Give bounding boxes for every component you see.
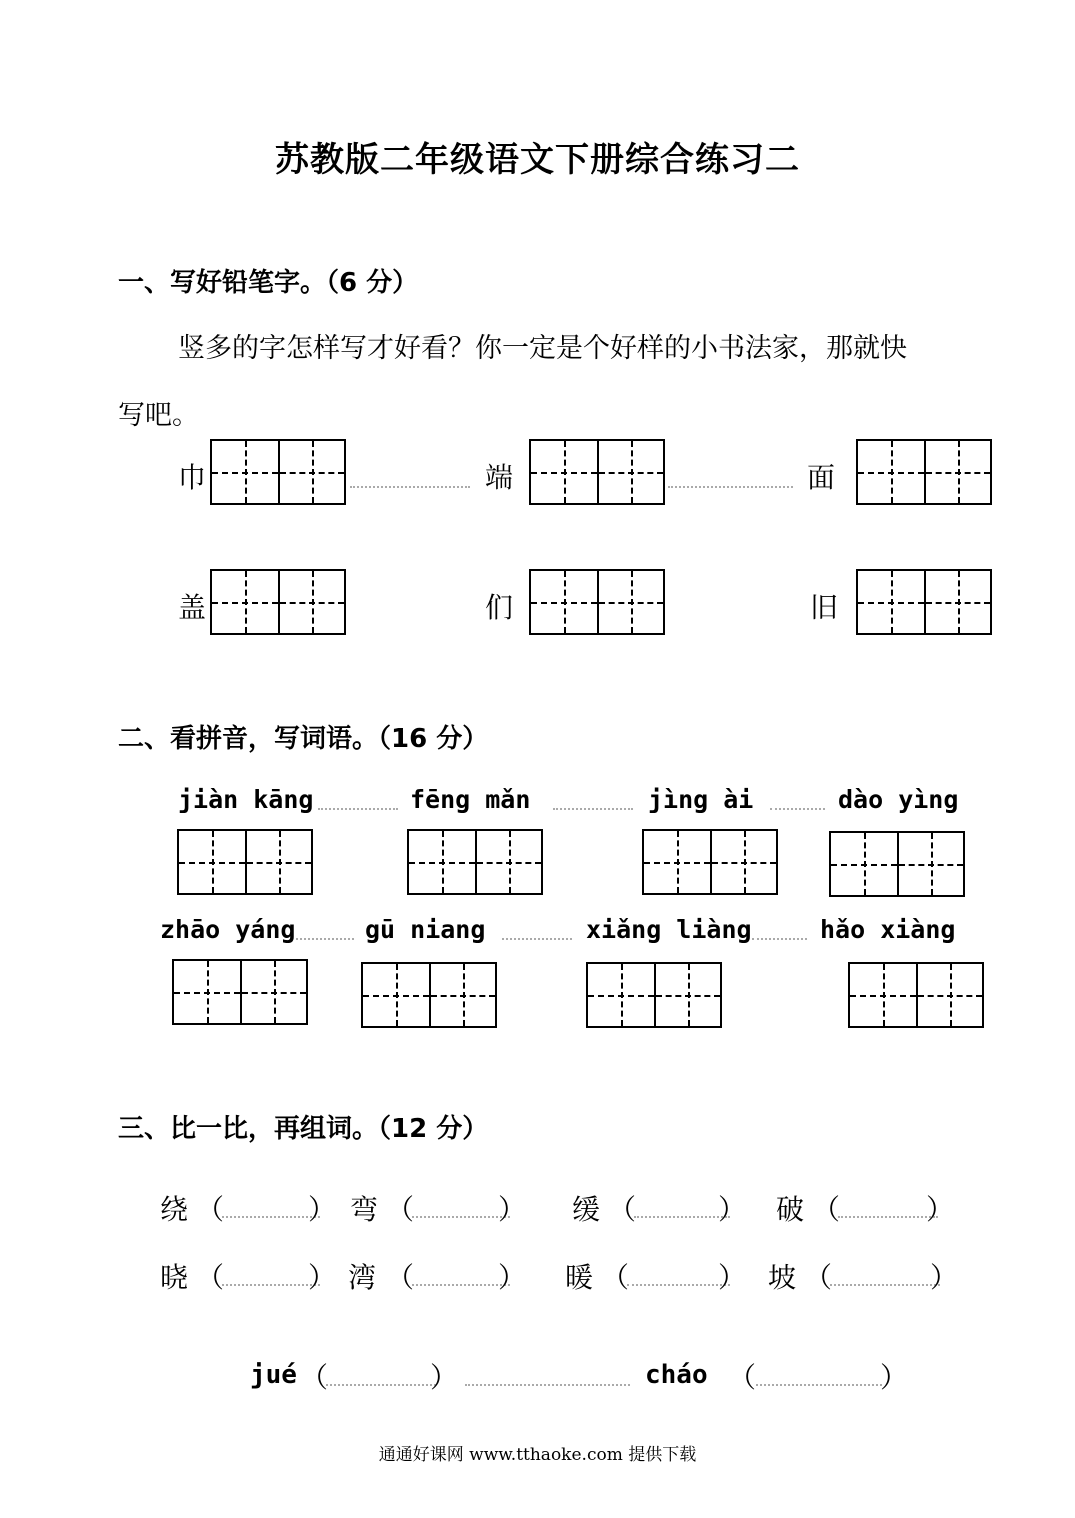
compare-char: 湾: [348, 1261, 377, 1294]
writing-grid[interactable]: [856, 439, 992, 505]
close-paren: ）: [880, 1361, 909, 1394]
writing-grid[interactable]: [529, 439, 665, 505]
close-paren: ）: [430, 1361, 459, 1394]
section1-instruction-line2: 写吧。: [118, 400, 199, 431]
section1-instruction-line1: 竖多的字怎样写才好看？你一定是个好样的小书法家，那就快: [178, 333, 907, 364]
copy-char-5: 们: [485, 591, 514, 624]
copy-char-2: 端: [485, 461, 514, 494]
writing-grid[interactable]: [856, 569, 992, 635]
open-paren: （: [728, 1361, 757, 1394]
compare-char: 弯: [350, 1193, 379, 1226]
compare-char: 坡: [768, 1261, 797, 1294]
open-paren: （: [601, 1261, 630, 1294]
copy-char-6: 旧: [810, 591, 839, 624]
compare-char: 破: [776, 1193, 805, 1226]
dotted-line: [668, 486, 793, 488]
compare-char: 暖: [565, 1261, 594, 1294]
answer-blank[interactable]: [412, 1284, 510, 1286]
answer-blank[interactable]: [838, 1216, 938, 1218]
close-paren: ）: [718, 1261, 747, 1294]
open-paren: （: [300, 1361, 329, 1394]
section3-heading: 三、比一比，再组词。（12 分）: [118, 1114, 489, 1144]
answer-blank[interactable]: [756, 1384, 882, 1386]
answer-blank[interactable]: [326, 1384, 436, 1386]
compare-char: 缓: [572, 1193, 601, 1226]
close-paren: ）: [930, 1261, 959, 1294]
copy-char-1: 巾: [178, 461, 207, 494]
answer-blank[interactable]: [222, 1284, 320, 1286]
pinyin-label: dào yìng: [838, 785, 959, 814]
writing-grid[interactable]: [172, 959, 308, 1025]
close-paren: ）: [498, 1193, 527, 1226]
writing-grid[interactable]: [829, 831, 965, 897]
dotted-line: [770, 808, 825, 810]
pinyin-label: jiàn kāng: [178, 785, 314, 814]
writing-grid[interactable]: [361, 962, 497, 1028]
copy-char-4: 盖: [178, 591, 207, 624]
answer-blank[interactable]: [412, 1216, 510, 1218]
answer-blank[interactable]: [634, 1216, 730, 1218]
writing-grid[interactable]: [848, 962, 984, 1028]
answer-blank[interactable]: [830, 1284, 940, 1286]
pinyin-label: xiǎng liàng: [586, 915, 752, 944]
close-paren: ）: [718, 1193, 747, 1226]
open-paren: （: [386, 1261, 415, 1294]
pinyin-item-chao: cháo: [645, 1360, 708, 1390]
open-paren: （: [608, 1193, 637, 1226]
footer-credit: 通通好课网 www.tthaoke.com 提供下载: [378, 1445, 697, 1465]
close-paren: ）: [308, 1261, 337, 1294]
pinyin-label: zhāo yáng: [160, 915, 296, 944]
section2-heading: 二、看拼音，写词语。（16 分）: [118, 724, 489, 754]
close-paren: ）: [308, 1193, 337, 1226]
pinyin-label: hǎo xiàng: [820, 915, 956, 944]
writing-grid[interactable]: [586, 962, 722, 1028]
dotted-line: [296, 938, 354, 940]
writing-grid[interactable]: [529, 569, 665, 635]
compare-char: 晓: [160, 1261, 189, 1294]
writing-grid[interactable]: [177, 829, 313, 895]
pinyin-item-jue: jué: [250, 1360, 297, 1390]
close-paren: ）: [926, 1193, 955, 1226]
pinyin-label: jìng ài: [648, 785, 754, 814]
answer-blank[interactable]: [627, 1284, 730, 1286]
page-title: 苏教版二年级语文下册综合练习二: [275, 140, 800, 180]
open-paren: （: [804, 1261, 833, 1294]
compare-char: 绕: [160, 1193, 189, 1226]
open-paren: （: [196, 1261, 225, 1294]
pinyin-label: fēng mǎn: [410, 785, 531, 814]
close-paren: ）: [498, 1261, 527, 1294]
dotted-line: [350, 486, 470, 488]
pinyin-label: gū niang: [365, 915, 486, 944]
dotted-line: [553, 808, 633, 810]
section1-heading: 一、写好铅笔字。（6 分）: [118, 268, 419, 298]
copy-char-3: 面: [807, 461, 836, 494]
answer-blank[interactable]: [222, 1216, 320, 1218]
writing-grid[interactable]: [210, 439, 346, 505]
writing-grid[interactable]: [407, 829, 543, 895]
dotted-line: [752, 938, 807, 940]
dotted-line: [465, 1384, 630, 1386]
dotted-line: [318, 808, 398, 810]
writing-grid[interactable]: [210, 569, 346, 635]
dotted-line: [502, 938, 572, 940]
open-paren: （: [812, 1193, 841, 1226]
open-paren: （: [386, 1193, 415, 1226]
writing-grid[interactable]: [642, 829, 778, 895]
open-paren: （: [196, 1193, 225, 1226]
